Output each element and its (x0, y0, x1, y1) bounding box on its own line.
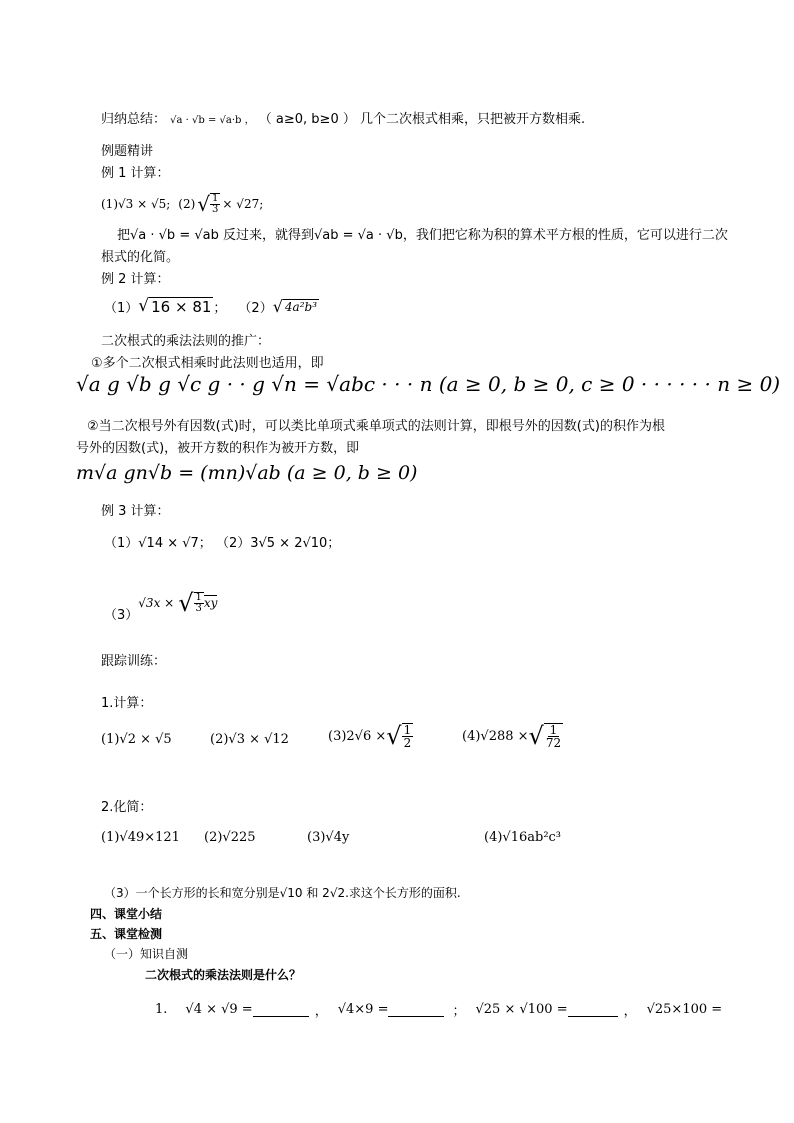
test1-sep1: ， (314, 1004, 328, 1019)
fraction-numerator: 1 (403, 723, 412, 737)
fraction-denominator: 3 (195, 602, 202, 614)
test1-expr1: √4 × √9 = (185, 1002, 253, 1017)
self-test-heading: （一）知识自测 (104, 947, 189, 961)
tracking-q2-title: 2.化简： (101, 800, 153, 815)
generalize-formula1: √a g √b g √c g · · g √n = √abc · · · n (a ≥ 0, b ≥ 0, c ≥ 0 · · · · · · n ≥ 0) (76, 372, 781, 396)
generalize-item2-line2: 号外的因数(式)，被开方数的积作为被开方数，即 (76, 441, 360, 456)
example3-part3-a: √3x × (138, 595, 175, 610)
q1-item2: (2)√3 × √12 (210, 732, 289, 747)
example2-part1-tail: ； (213, 300, 227, 316)
fraction-denominator: 3 (212, 204, 219, 215)
section5-heading: 五、课堂检测 (90, 927, 163, 941)
reverse-text-line1: 把√a · √b = √ab 反过来，就得到√ab = √a · √b，我们把它称为积的算术平方根的性质，它可以进行二次 (117, 228, 728, 243)
example3-part3-label: （3） (104, 608, 139, 623)
summary-prefix: 归纳总结： (101, 112, 167, 127)
q2-item3: (3)√4y (307, 830, 350, 845)
q2-item2: (2)√225 (204, 830, 256, 845)
example2-part2-radicand: 4a²b³ (284, 299, 317, 314)
fraction-denominator: 72 (545, 736, 562, 750)
test1-line (155, 1000, 722, 1019)
example1-part1: (1)√3 × √5; (101, 197, 171, 211)
example2-part2-label: （2） (238, 300, 273, 316)
test1-expr4: √25×100 = (646, 1002, 723, 1017)
example1-problems: (1)√3 × √5; (2) √ $\frac{1}{3}$ × √27; (101, 192, 264, 216)
example-section-heading: 例题精讲 (101, 144, 154, 159)
example3-title: 例 3 计算： (101, 504, 170, 519)
example3-fraction (194, 592, 204, 614)
generalize-item1: ①多个二次根式相乘时此法则也适用，即 (91, 356, 324, 371)
summary-formula: √a · √b = √a·b ， (170, 115, 255, 126)
fraction-denominator: 2 (403, 736, 412, 750)
reverse-text-line2: 根式的化简。 (101, 250, 180, 265)
fraction-numerator: 1 (549, 723, 558, 737)
q1-item1: (1)√2 × √5 (101, 732, 172, 747)
example2-part1-label: （1） (104, 300, 139, 316)
test1-blank1[interactable] (253, 1002, 309, 1017)
tracking-q3: （3）一个长方形的长和宽分别是√10 和 2√2.求这个长方形的面积. (104, 886, 461, 900)
q1-item4: (4)√288 × √ $\frac{1}{72}$ (462, 722, 562, 750)
q2-item1: (1)√49×121 (101, 830, 180, 845)
example1-fraction (210, 193, 220, 215)
summary-condition: （ a≥0, b≥0 ） (258, 112, 356, 127)
test1-expr2: √4×9 = (337, 1002, 389, 1017)
section4-heading: 四、课堂小结 (90, 907, 163, 921)
example1-part2-tail: × √27; (222, 197, 264, 211)
test1-sep3: ， (623, 1004, 637, 1019)
q1-item3: (3)2√6 × √ $\frac{1}{2}$ (328, 722, 412, 750)
self-test-question: 二次根式的乘法法则是什么？ (145, 968, 302, 982)
summary-line (101, 108, 585, 127)
example3-part3: （3） √3x × √ $\frac{1}{3}$ xy (104, 588, 218, 623)
tracking-q1-title: 1.计算： (101, 696, 153, 711)
tracking-title: 跟踪训练： (101, 654, 167, 669)
test1-sep2: ； (452, 1004, 466, 1019)
generalize-title: 二次根式的乘法法则的推广： (101, 334, 271, 349)
generalize-formula2: m√a gn√b = (mn)√ab (a ≥ 0, b ≥ 0) (76, 462, 418, 484)
test1-blank3[interactable] (568, 1002, 618, 1017)
test1-number: 1. (155, 1002, 168, 1017)
fraction-numerator: 1 (212, 193, 219, 204)
example2-part1-radicand: 16 × 81 (151, 297, 212, 316)
generalize-item2-line1: ②当二次根号外有因数(式)时，可以类比单项式乘单项式的法则计算，即根号外的因数(式)的积作为根 (87, 419, 665, 434)
q2-item4: (4)√16ab²c³ (484, 830, 562, 845)
example3-parts-1-2: （1）√14 × √7； （2）3√5 × 2√10； (104, 536, 341, 551)
example1-part2-label: (2) (178, 197, 196, 211)
example2-problems: （1） √ 16 × 81 ； （2） √ 4a²b³ (104, 296, 317, 316)
q1-item3-fraction (402, 723, 414, 749)
q1-item3-text: (3)2√6 × (328, 728, 387, 744)
test1-expr3: √25 × √100 = (475, 1002, 568, 1017)
fraction-numerator: 1 (195, 591, 202, 603)
example2-title: 例 2 计算： (101, 272, 170, 287)
q1-item4-fraction (544, 723, 563, 749)
example1-title: 例 1 计算： (101, 166, 170, 181)
test1-blank2[interactable] (388, 1002, 444, 1017)
example3-part3-tail: xy (203, 596, 218, 610)
summary-text: 几个二次根式相乘，只把被开方数相乘. (360, 112, 586, 127)
q1-item4-text: (4)√288 × (462, 728, 529, 744)
